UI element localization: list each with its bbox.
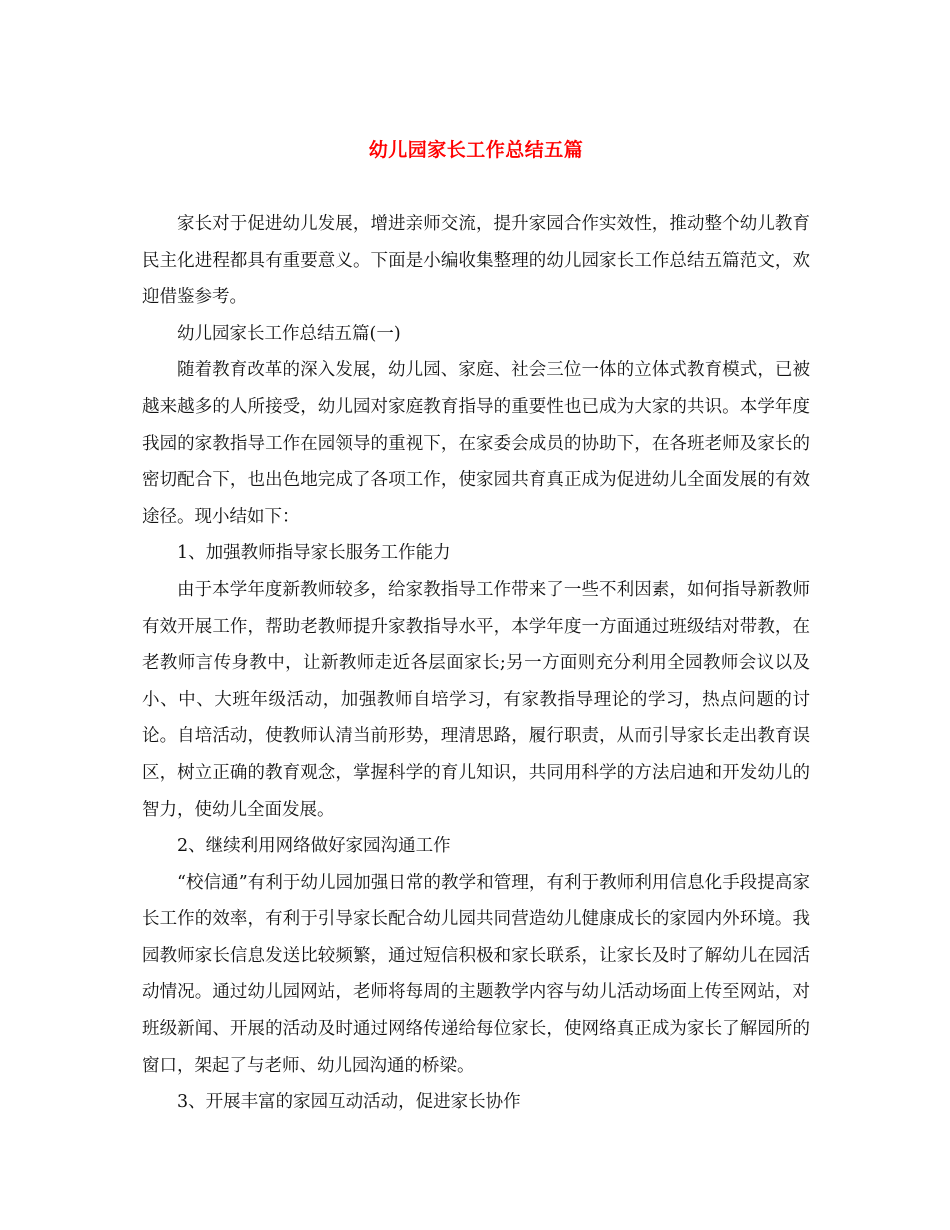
heading-2: 2、继续利用网络做好家园沟通工作 xyxy=(177,836,451,857)
section-title: 幼儿园家长工作总结五篇(一) xyxy=(177,323,401,344)
intro-paragraph: 家长对于促进幼儿发展，增进亲师交流，提升家园合作实效性，推动整个幼儿教育民主化进程都具有重要意义。下面是小编收集整理的幼儿园家长工作总结五篇范文，欢迎借鉴参考。 xyxy=(142,214,810,308)
heading-3: 3、开展丰富的家园互动活动，促进家长协作 xyxy=(177,1092,521,1113)
paragraph-3: “校信通”有利于幼儿园加强日常的教学和管理，有利于教师利用信息化手段提高家长工作的效率，有利于引导家长配合幼儿园共同营造幼儿健康成长的家园内外环境。我园教师家长信息发送比较频繁，通过短信积极和家长联系，让家长及时了解幼儿在园活动情况。通过幼儿园网站，老师将每周的主题教学内容与幼儿活动场面上传至网站，对班级新闻、开展的活动及时通过网络传递给每位家长，使网络真正成为家长了解园所的窗口，架起了与老师、幼儿园沟通的桥梁。 xyxy=(142,872,810,1076)
document-body xyxy=(142,206,810,1121)
document-title: 幼儿园家长工作总结五篇 xyxy=(368,139,584,161)
heading-1: 1、加强教师指导家长服务工作能力 xyxy=(177,543,451,564)
paragraph-2: 由于本学年度新教师较多，给家教指导工作带来了一些不利因素，如何指导新教师有效开展工作，帮助老教师提升家教指导水平，本学年度一方面通过班级结对带教，在老教师言传身教中，让新教师走近各层面家长;另一方面则充分利用全园教师会议以及小、中、大班年级活动，加强教师自培学习，有家教指导理论的学习，热点问题的讨论。自培活动，使教师认清当前形势，理清思路，履行职责，从而引导家长走出教育误区，树立正确的教育观念，掌握科学的育儿知识，共同用科学的方法启迪和开发幼儿的智力，使幼儿全面发展。 xyxy=(142,579,810,820)
paragraph-1: 随着教育改革的深入发展，幼儿园、家庭、社会三位一体的立体式教育模式，已被越来越多的人所接受，幼儿园对家庭教育指导的重要性也已成为大家的共识。本学年度我园的家教指导工作在园领导的重视下，在家委会成员的协助下，在各班老师及家长的密切配合下，也出色地完成了各项工作，使家园共育真正成为促进幼儿全面发展的有效途径。现小结如下： xyxy=(142,360,810,527)
